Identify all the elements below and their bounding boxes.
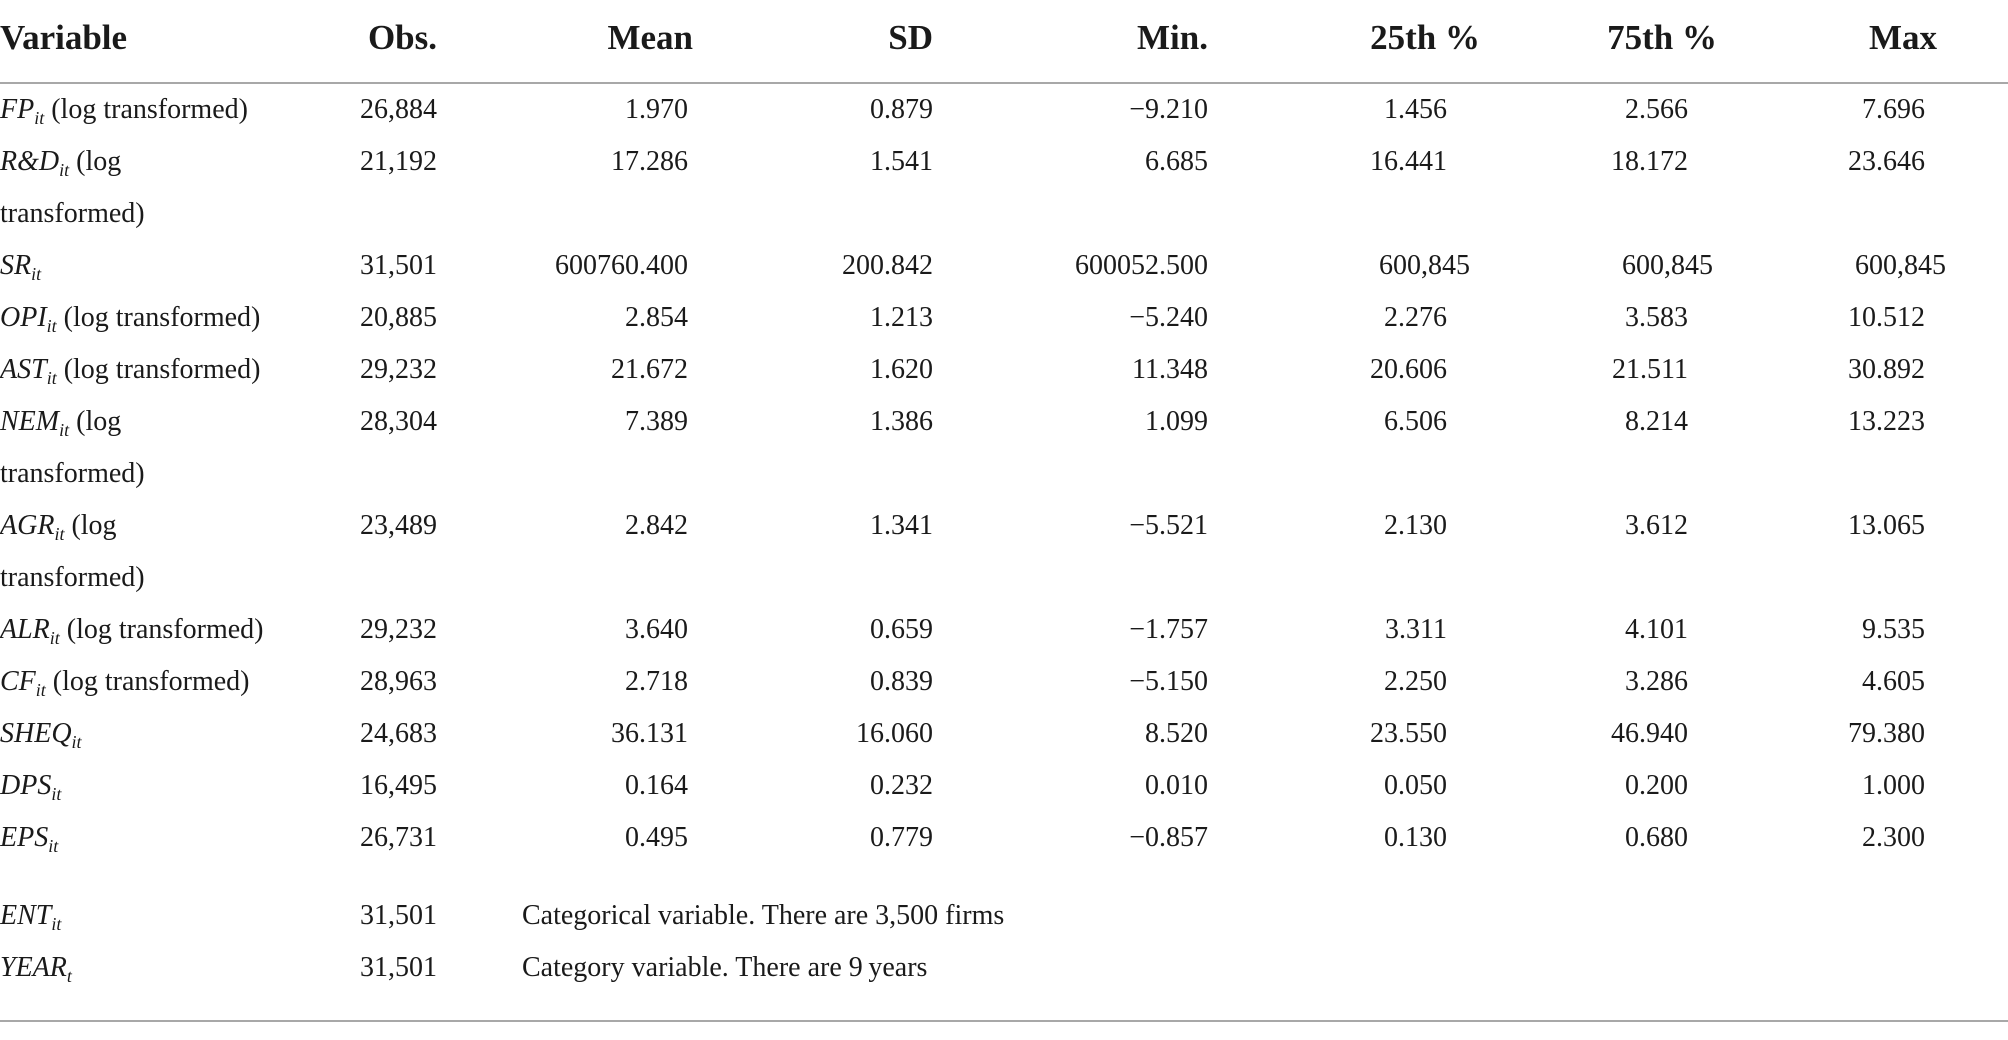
cell-max: 13.223 [1848,406,1925,437]
cell-p75: 600,845 [1622,250,1713,281]
cell-p25: 16.441 [1370,146,1447,177]
variable-symbol: ENT [0,900,52,931]
cell-sd: 0.839 [870,666,933,697]
cell-mean: 2.842 [625,510,688,541]
variable-subscript: it [49,628,60,648]
variable-name [0,90,248,130]
cell-max: 600,845 [1855,250,1946,281]
cell-obs: 23,489 [360,510,437,541]
variable-suffix: (log transformed) [56,302,261,333]
variable-suffix-continued: transformed) [0,562,145,593]
cell-p75: 3.612 [1625,510,1688,541]
cell-sd: 0.779 [870,822,933,853]
header-min: Min. [1137,18,1208,57]
variable-suffix-continued: transformed) [0,198,145,229]
variable-symbol: SHEQ [0,718,72,749]
cell-sd: 0.232 [870,770,933,801]
variable-suffix: (log [69,146,122,177]
cell-sd: 0.879 [870,94,933,125]
table-row [0,710,2008,762]
variable-name [0,714,82,754]
cell-obs: 26,884 [360,94,437,125]
table-row [0,762,2008,814]
cell-mean: 7.389 [625,406,688,437]
header-obs: Obs. [367,18,437,57]
cell-p25: 0.050 [1384,770,1447,801]
cell-obs: 31,501 [360,952,437,983]
cell-sd: 1.541 [870,146,933,177]
variable-name [0,662,250,702]
variable-suffix: (log [64,510,117,541]
cell-p25: 6.506 [1384,406,1447,437]
table-row [0,398,2008,450]
variable-subscript: t [66,966,72,986]
variable-suffix: (log transformed) [44,94,248,125]
cell-max: 13.065 [1848,510,1925,541]
cell-p25: 2.250 [1384,666,1447,697]
variable-symbol: NEM [0,406,60,437]
variable-name [0,766,61,806]
variable-name [0,350,260,390]
cell-min: 600052.500 [1075,250,1208,281]
cell-p75: 21.511 [1612,354,1688,385]
header-variable: Variable [0,18,128,57]
variable-subscript: it [46,368,57,388]
cell-min: −5.240 [1129,302,1208,333]
cell-max: 9.535 [1862,614,1925,645]
variable-symbol: ALR [0,614,50,645]
cell-p75: 3.286 [1625,666,1688,697]
cell-p75: 8.214 [1625,406,1688,437]
cell-max: 1.000 [1862,770,1925,801]
cell-sd: 1.341 [870,510,933,541]
cell-obs: 31,501 [360,250,437,281]
variable-name [0,818,58,858]
cell-p25: 2.130 [1384,510,1447,541]
cell-obs: 29,232 [360,614,437,645]
variable-subscript: it [51,784,62,804]
cell-sd: 1.386 [870,406,933,437]
cell-max: 79.380 [1848,718,1925,749]
variable-symbol: EPS [0,822,49,853]
variable-subscript: it [48,836,59,856]
cell-p25: 2.276 [1384,302,1447,333]
variable-symbol: CF [0,666,36,697]
variable-suffix: (log [69,406,122,437]
variable-symbol: AGR [0,510,55,541]
cell-max: 7.696 [1862,94,1925,125]
variable-name [0,142,121,182]
cell-max: 2.300 [1862,822,1925,853]
cell-mean: 3.640 [625,614,688,645]
cell-p75: 0.200 [1625,770,1688,801]
cell-p75: 2.566 [1625,94,1688,125]
cell-max: 10.512 [1848,302,1925,333]
cell-min: 6.685 [1145,146,1208,177]
cell-min: −5.521 [1129,510,1208,541]
cell-mean: 21.672 [611,354,688,385]
variable-symbol: AST [0,354,47,385]
cell-obs: 29,232 [360,354,437,385]
variable-symbol: DPS [0,770,52,801]
table-row [0,606,2008,658]
cell-p25: 0.130 [1384,822,1447,853]
cell-sd: 0.659 [870,614,933,645]
variable-symbol: R&D [0,146,60,177]
variable-subscript: it [31,264,42,284]
table-header [0,0,2008,84]
cell-obs: 28,963 [360,666,437,697]
cell-obs: 21,192 [360,146,437,177]
variable-subscript: it [51,914,62,934]
table-row [0,346,2008,398]
categorical-row [0,892,2008,944]
header-max: Max [1868,18,1937,57]
cell-min: −1.757 [1129,614,1208,645]
variable-name [0,246,41,286]
table-row [0,658,2008,710]
cell-p25: 600,845 [1379,250,1470,281]
variable-suffix: (log transformed) [56,354,261,385]
variable-subscript: it [34,108,45,128]
table-row-continuation [0,190,2008,242]
bottom-rule [0,1020,2008,1022]
variable-name [0,402,121,442]
table-row [0,86,2008,138]
variable-suffix: (log transformed) [45,666,250,697]
table-row-continuation [0,554,2008,606]
cell-min: −9.210 [1129,94,1208,125]
variable-suffix: (log transformed) [59,614,264,645]
cell-sd: 16.060 [856,718,933,749]
variable-symbol: YEAR [0,952,67,983]
header-mean: Mean [607,18,693,57]
cell-obs: 16,495 [360,770,437,801]
table-row [0,242,2008,294]
variable-name [0,506,117,546]
cell-p75: 18.172 [1611,146,1688,177]
cell-p75: 46.940 [1611,718,1688,749]
cell-p75: 4.101 [1625,614,1688,645]
cell-mean: 600760.400 [555,250,688,281]
variable-subscript: it [71,732,82,752]
cell-p25: 1.456 [1384,94,1447,125]
cell-obs: 24,683 [360,718,437,749]
cell-min: −5.150 [1129,666,1208,697]
cell-min: −0.857 [1129,822,1208,853]
cell-obs: 28,304 [360,406,437,437]
cell-p75: 3.583 [1625,302,1688,333]
variable-subscript: it [35,680,46,700]
header-sd: SD [888,18,933,57]
cell-max: 4.605 [1862,666,1925,697]
variable-name [0,896,61,936]
cell-note: Categorical variable. There are 3,500 firms [522,900,1005,931]
cell-mean: 2.854 [625,302,688,333]
cell-min: 11.348 [1132,354,1208,385]
variable-suffix-continued: transformed) [0,458,145,489]
cell-mean: 0.495 [625,822,688,853]
cell-p75: 0.680 [1625,822,1688,853]
variable-subscript: it [54,524,65,544]
cell-mean: 2.718 [625,666,688,697]
cell-p25: 3.311 [1385,614,1447,645]
variable-name [0,948,72,988]
table-row-continuation [0,450,2008,502]
cell-min: 0.010 [1145,770,1208,801]
cell-note: Category variable. There are 9 years [522,952,928,983]
cell-sd: 1.213 [870,302,933,333]
variable-subscript: it [59,160,70,180]
cell-obs: 31,501 [360,900,437,931]
header-p75: 75th % [1607,18,1717,57]
variable-symbol: OPI [0,302,47,333]
cell-max: 30.892 [1848,354,1925,385]
cell-mean: 0.164 [625,770,688,801]
variable-subscript: it [59,420,70,440]
variable-symbol: SR [0,250,32,281]
cell-min: 1.099 [1145,406,1208,437]
variable-name [0,298,260,338]
table-row [0,814,2008,866]
table-row [0,294,2008,346]
cell-mean: 1.970 [625,94,688,125]
header-p25: 25th % [1370,18,1480,57]
variable-subscript: it [46,316,57,336]
cell-p25: 23.550 [1370,718,1447,749]
cell-mean: 36.131 [611,718,688,749]
categorical-row [0,944,2008,996]
cell-p25: 20.606 [1370,354,1447,385]
cell-mean: 17.286 [611,146,688,177]
variable-symbol: FP [0,94,35,125]
cell-max: 23.646 [1848,146,1925,177]
cell-sd: 200.842 [842,250,933,281]
table-row [0,502,2008,554]
cell-obs: 26,731 [360,822,437,853]
cell-min: 8.520 [1145,718,1208,749]
variable-name [0,610,264,650]
cell-sd: 1.620 [870,354,933,385]
table-row [0,138,2008,190]
cell-obs: 20,885 [360,302,437,333]
